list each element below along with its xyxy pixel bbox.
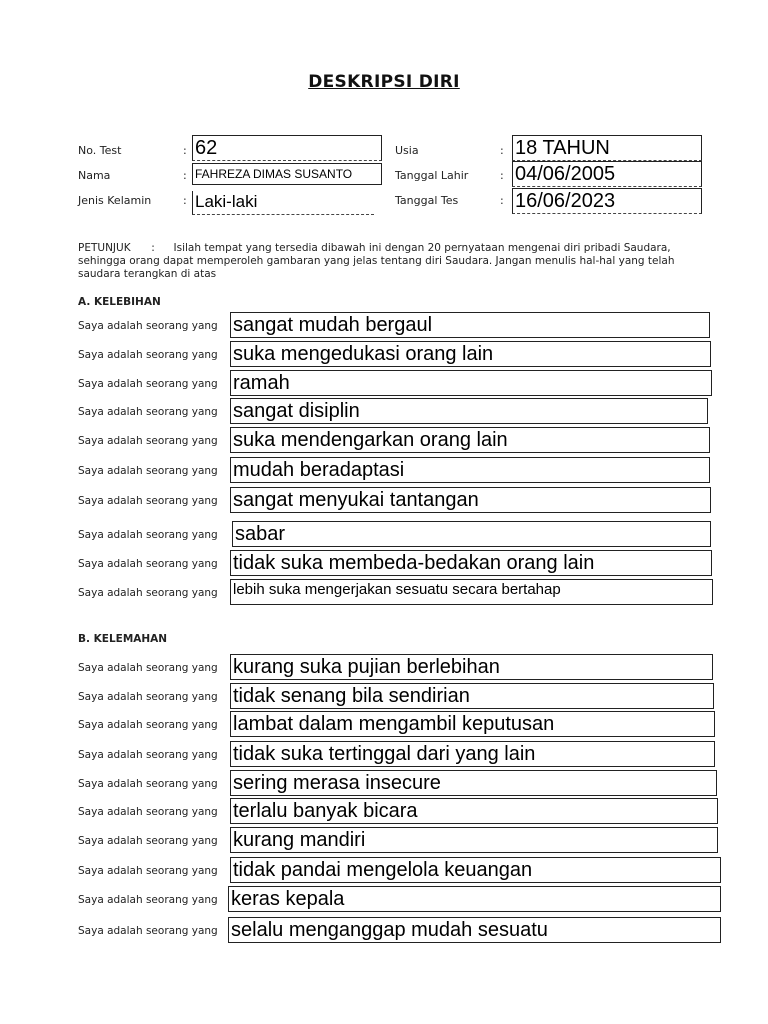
kelemahan-answer-field[interactable]: kurang suka pujian berlebihan: [230, 654, 713, 680]
kelemahan-answer-field[interactable]: sering merasa insecure: [230, 770, 717, 796]
colon: :: [500, 194, 504, 207]
kelebihan-answer-field[interactable]: mudah beradaptasi: [230, 457, 710, 483]
row-prompt-label: Saya adalah seorang yang: [78, 349, 218, 361]
kelebihan-answer-field[interactable]: tidak suka membeda-bedakan orang lain: [230, 550, 712, 576]
kelebihan-answer-field[interactable]: suka mendengarkan orang lain: [230, 427, 710, 453]
nama-field[interactable]: FAHREZA DIMAS SUSANTO: [192, 163, 382, 185]
colon: :: [183, 169, 187, 182]
jenis-kelamin-label: Jenis Kelamin: [78, 194, 152, 207]
kelebihan-answer-field[interactable]: suka mengedukasi orang lain: [230, 341, 711, 367]
kelemahan-answer-field[interactable]: keras kepala: [228, 886, 721, 912]
kelemahan-heading: B. KELEMAHAN: [78, 633, 168, 645]
instructions: [78, 242, 708, 281]
row-prompt-label: Saya adalah seorang yang: [78, 320, 218, 332]
row-prompt-label: Saya adalah seorang yang: [78, 495, 218, 507]
kelemahan-answer-field[interactable]: tidak senang bila sendirian: [230, 683, 714, 709]
kelemahan-answer-field[interactable]: terlalu banyak bicara: [230, 798, 718, 824]
tanggal-lahir-field[interactable]: 04/06/2005: [512, 161, 702, 187]
instructions-text: Isilah tempat yang tersedia dibawah ini dengan 20 pernyataan mengenai diri pribadi Saudara, sehingga orang dapat memperoleh gambaran yang jelas tentang diri Saudara. Jangan menulis hal-hal yang telah saudara terangkan di atas: [78, 242, 675, 280]
row-prompt-label: Saya adalah seorang yang: [78, 435, 218, 447]
kelebihan-answer-field[interactable]: sangat menyukai tantangan: [230, 487, 711, 513]
row-prompt-label: Saya adalah seorang yang: [78, 749, 218, 761]
row-prompt-label: Saya adalah seorang yang: [78, 691, 218, 703]
no-test-field[interactable]: 62: [192, 135, 382, 161]
row-prompt-label: Saya adalah seorang yang: [78, 835, 218, 847]
row-prompt-label: Saya adalah seorang yang: [78, 894, 218, 906]
row-prompt-label: Saya adalah seorang yang: [78, 406, 218, 418]
row-prompt-label: Saya adalah seorang yang: [78, 806, 218, 818]
tanggal-lahir-label: Tanggal Lahir: [395, 169, 469, 182]
kelebihan-answer-field[interactable]: sangat mudah bergaul: [230, 312, 710, 338]
tanggal-tes-field[interactable]: 16/06/2023: [512, 188, 702, 214]
kelebihan-answer-field[interactable]: sabar: [232, 521, 711, 547]
kelebihan-heading: A. KELEBIHAN: [78, 296, 161, 308]
kelebihan-answer-field[interactable]: ramah: [230, 370, 712, 396]
row-prompt-label: Saya adalah seorang yang: [78, 587, 218, 599]
row-prompt-label: Saya adalah seorang yang: [78, 865, 218, 877]
colon: :: [500, 169, 504, 182]
row-prompt-label: Saya adalah seorang yang: [78, 662, 218, 674]
nama-label: Nama: [78, 169, 111, 182]
row-prompt-label: Saya adalah seorang yang: [78, 529, 218, 541]
kelemahan-answer-field[interactable]: kurang mandiri: [230, 827, 718, 853]
kelebihan-answer-field[interactable]: lebih suka mengerjakan sesuatu secara bertahap: [230, 579, 713, 605]
no-test-label: No. Test: [78, 144, 122, 157]
usia-field[interactable]: 18 TAHUN: [512, 135, 702, 161]
kelebihan-answer-field[interactable]: sangat disiplin: [230, 398, 708, 424]
colon: :: [183, 194, 187, 207]
tanggal-tes-label: Tanggal Tes: [395, 194, 459, 207]
usia-label: Usia: [395, 144, 419, 157]
colon: :: [183, 144, 187, 157]
row-prompt-label: Saya adalah seorang yang: [78, 925, 218, 937]
instructions-colon: :: [151, 242, 155, 254]
row-prompt-label: Saya adalah seorang yang: [78, 719, 218, 731]
kelemahan-answer-field[interactable]: tidak pandai mengelola keuangan: [230, 857, 721, 883]
row-prompt-label: Saya adalah seorang yang: [78, 558, 218, 570]
row-prompt-label: Saya adalah seorang yang: [78, 778, 218, 790]
row-prompt-label: Saya adalah seorang yang: [78, 465, 218, 477]
kelemahan-answer-field[interactable]: lambat dalam mengambil keputusan: [230, 711, 715, 737]
page-title: DESKRIPSI DIRI: [308, 72, 460, 92]
row-prompt-label: Saya adalah seorang yang: [78, 378, 218, 390]
jenis-kelamin-field[interactable]: Laki-laki: [192, 191, 374, 215]
kelemahan-answer-field[interactable]: selalu menganggap mudah sesuatu: [228, 917, 721, 943]
colon: :: [500, 144, 504, 157]
instructions-label: PETUNJUK: [78, 242, 131, 254]
kelemahan-answer-field[interactable]: tidak suka tertinggal dari yang lain: [230, 741, 715, 767]
